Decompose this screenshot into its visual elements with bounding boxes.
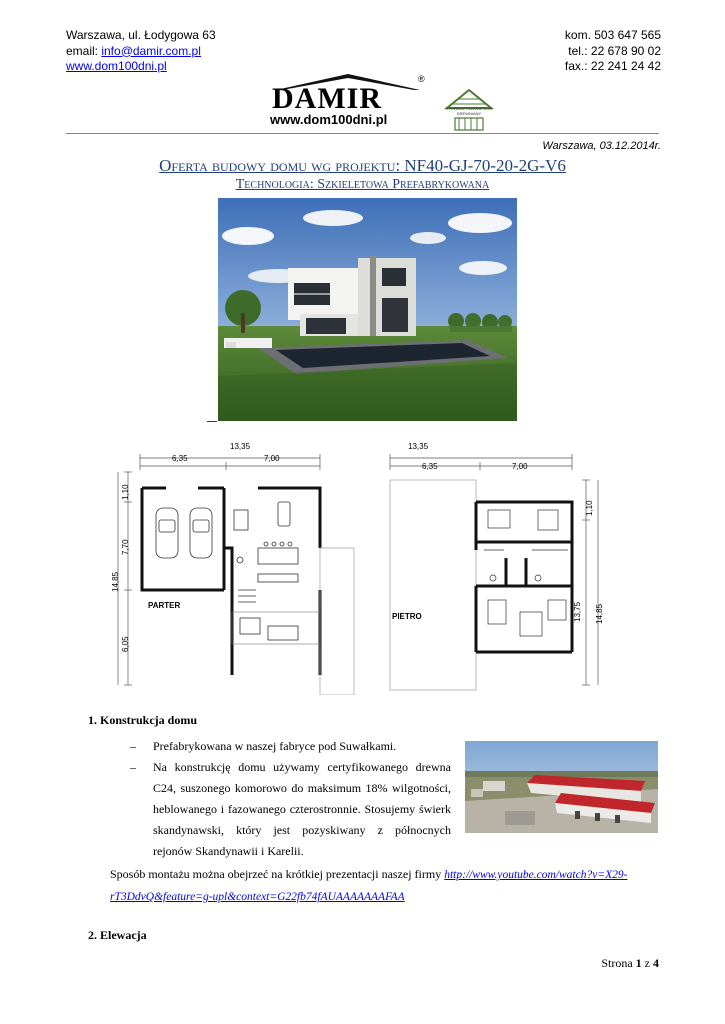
render-caption-line xyxy=(207,421,217,422)
floor-plans-drawing xyxy=(108,440,618,695)
pietro-dim-b: 7,00 xyxy=(512,462,528,471)
header-contact-left xyxy=(66,28,216,75)
fax-number: fax.: 22 241 24 42 xyxy=(564,59,661,73)
parter-dim-v1: 1,10 xyxy=(121,484,130,500)
section-2-heading: 2. Elewacja xyxy=(88,928,147,942)
parter-dim-total: 13,35 xyxy=(230,442,251,451)
header-contact-right xyxy=(565,28,661,75)
email-link[interactable]: info@damir.com.pl xyxy=(101,43,201,58)
logo-url: www.dom100dni.pl xyxy=(270,112,388,127)
email-line: email: info@damir.com.pl xyxy=(66,43,201,58)
bullet-text: Prefabrykowana w naszej fabryce pod Suwałkami. xyxy=(153,739,397,753)
technology-title: Technologia: Szkieletowa Prefabrykowana xyxy=(235,177,490,192)
presentation-text: Sposób montażu można obejrzeć na krótkiej prezentacji naszej firmy xyxy=(110,867,442,881)
bullet-dash: – xyxy=(130,739,136,753)
phone-number: tel.: 22 678 90 02 xyxy=(568,43,661,58)
factory-aerial-photo xyxy=(465,741,658,833)
parter-dim-b: 7,00 xyxy=(264,454,280,463)
house-render-image xyxy=(218,198,517,421)
parter-dim-v2: 7,70 xyxy=(121,539,130,555)
youtube-link-part1[interactable]: http://www.youtube.com/watch?v=X29- xyxy=(444,869,628,881)
offer-title: Oferta budowy domu wg projektu: NF40-GJ-70-20-2G-V6 xyxy=(159,156,566,175)
bullet-text: Na konstrukcję domu używamy certyfikowanego drewna C24, suszonego komorowo do maksimum 18% wilgotności, heblowanego i fazowanego czterostronnie. Stosujemy świerk skandynawski, który jest pozyskiwany z północnych rejonów Skandynawii i Karelii. xyxy=(153,760,451,858)
parter-dim-v3: 14,85 xyxy=(111,571,120,592)
website-link[interactable]: www.dom100dni.pl xyxy=(66,59,167,73)
pietro-dim-v2: 13,75 xyxy=(573,601,582,622)
header-divider xyxy=(66,133,659,134)
mobile-number: kom. 503 647 565 xyxy=(564,28,661,42)
parter-label: PARTER xyxy=(148,601,181,610)
pietro-dim-a: 6,35 xyxy=(422,462,438,471)
address: Warszawa, ul. Łodygowa 63 xyxy=(66,28,216,42)
pietro-dim-v3: 14,85 xyxy=(595,603,604,624)
pietro-dim-v1: 1,10 xyxy=(585,500,594,516)
bullet-dash: – xyxy=(130,760,136,774)
pietro-dim-total: 13,35 xyxy=(408,442,429,451)
association-name: STOWARZYSZENIE DOM DREWNIANY xyxy=(445,106,493,116)
document-date: Warszawa, 03.12.2014r. xyxy=(542,140,661,152)
youtube-link-part2[interactable]: rT3DdvQ&feature=g-upl&context=G22fb74fAUAAAAAAAFAA xyxy=(110,891,405,903)
parter-dim-v4: 6,05 xyxy=(121,636,130,652)
logo-wordmark: DAMIR xyxy=(272,82,382,115)
registered-mark: ® xyxy=(418,74,425,84)
association-logo xyxy=(443,88,495,134)
parter-dim-a: 6,35 xyxy=(172,454,188,463)
damir-logo xyxy=(268,72,428,128)
pietro-label: PIETRO xyxy=(392,612,422,621)
section-1-heading: 1. Konstrukcja domu xyxy=(88,713,198,727)
page-number: Strona 1 z 4 xyxy=(601,956,659,970)
presentation-paragraph xyxy=(110,864,659,908)
